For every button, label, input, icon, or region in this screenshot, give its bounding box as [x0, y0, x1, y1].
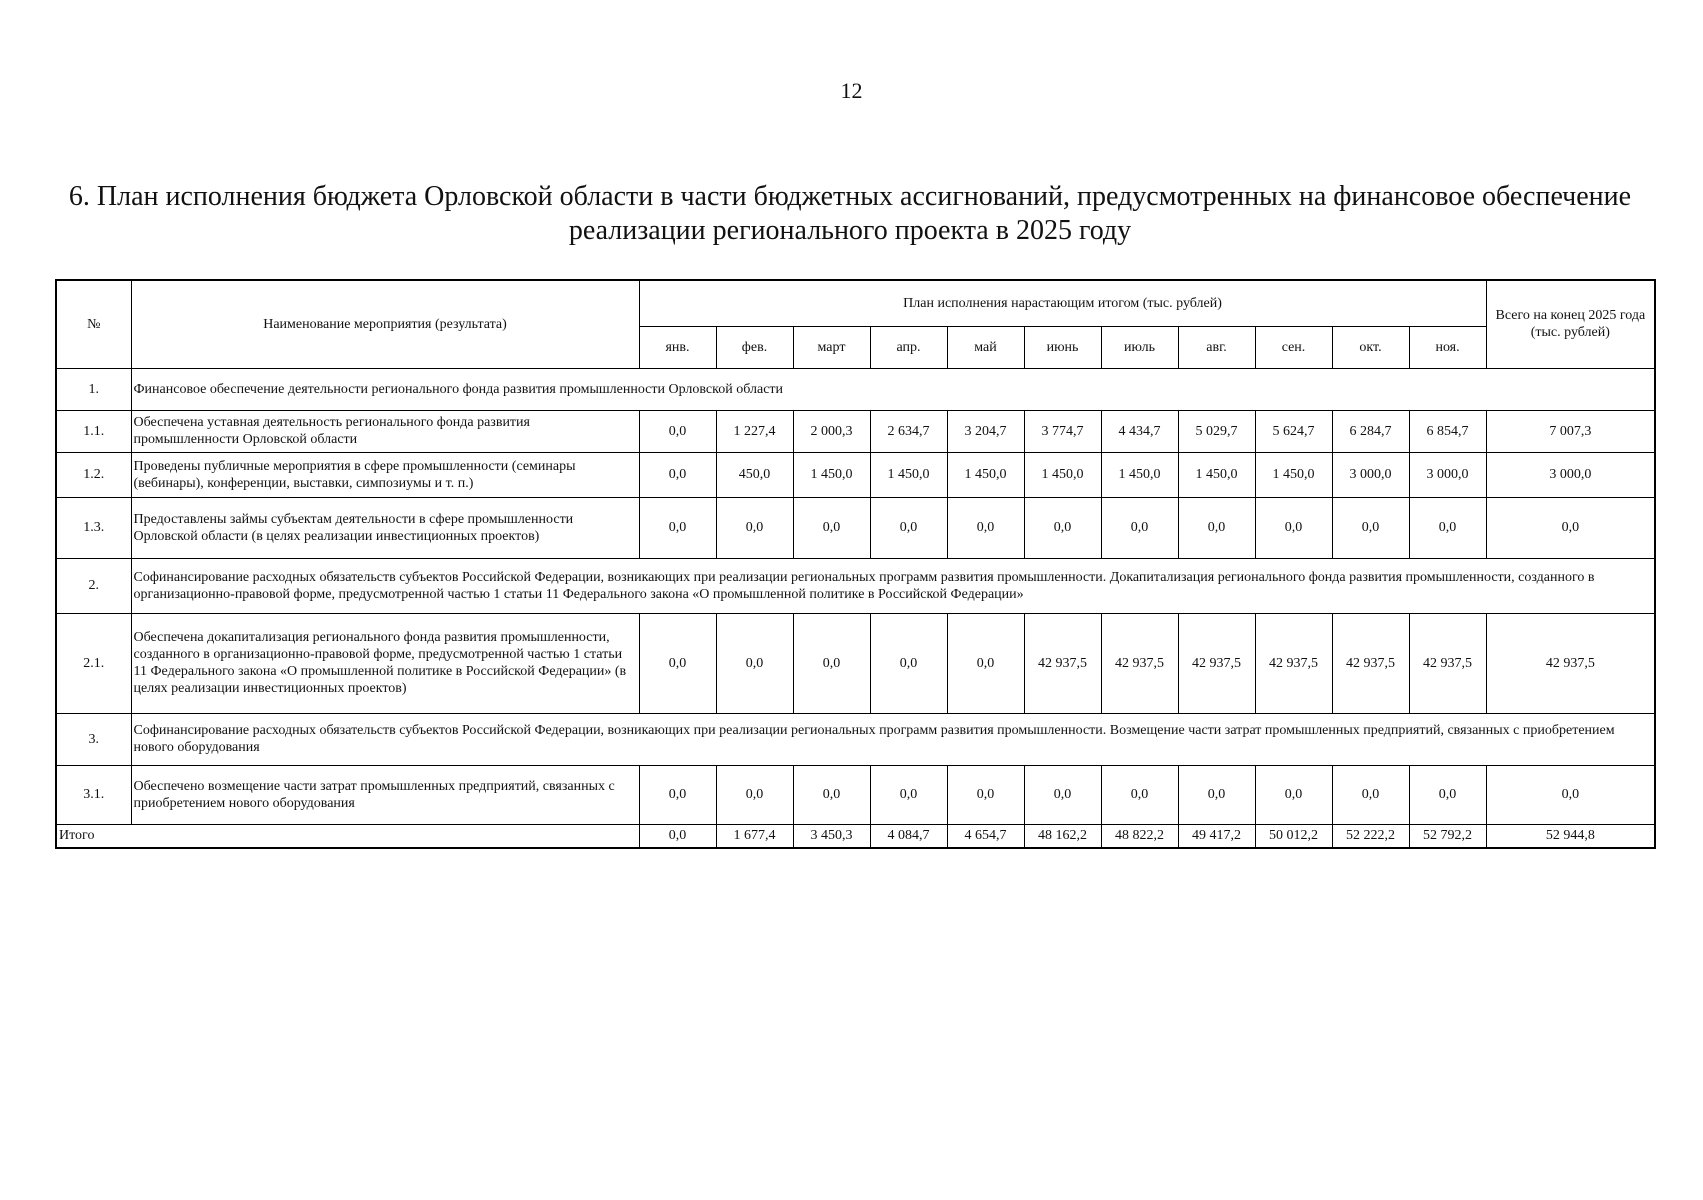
month-header: май [947, 326, 1024, 368]
header-activity-name: Наименование мероприятия (результата) [131, 280, 639, 368]
document-title-line-2: реализации регионального проекта в 2025 году [568, 215, 1132, 246]
month-value: 3 774,7 [1024, 410, 1101, 452]
month-value: 0,0 [947, 765, 1024, 824]
row-number: 1.2. [56, 452, 131, 497]
month-value: 0,0 [870, 497, 947, 558]
month-value: 1 450,0 [793, 452, 870, 497]
month-value: 42 937,5 [1409, 613, 1486, 713]
total-month-value: 50 012,2 [1255, 824, 1332, 848]
month-value: 42 937,5 [1024, 613, 1101, 713]
month-value: 1 450,0 [870, 452, 947, 497]
row-number: 2.1. [56, 613, 131, 713]
table-row [56, 613, 1655, 713]
row-total: 7 007,3 [1486, 410, 1655, 452]
month-value: 2 634,7 [870, 410, 947, 452]
month-value: 0,0 [716, 765, 793, 824]
month-value: 0,0 [870, 765, 947, 824]
row-total: 0,0 [1486, 765, 1655, 824]
header-total-2025: Всего на конец 2025 года (тыс. рублей) [1486, 280, 1655, 368]
row-number: 2. [56, 558, 131, 613]
month-value: 0,0 [639, 410, 716, 452]
month-value: 1 450,0 [1101, 452, 1178, 497]
month-value: 1 450,0 [947, 452, 1024, 497]
month-header: ноя. [1409, 326, 1486, 368]
month-value: 6 854,7 [1409, 410, 1486, 452]
month-value: 2 000,3 [793, 410, 870, 452]
table-total-row [56, 824, 1655, 848]
month-value: 0,0 [793, 613, 870, 713]
month-value: 0,0 [1332, 497, 1409, 558]
table-header-row [56, 280, 1655, 326]
activity-name: Предоставлены займы субъектам деятельности в сфере промышленности Орловской области (в целях реализации инвестиционных проектов) [131, 497, 639, 558]
month-value: 3 000,0 [1409, 452, 1486, 497]
month-value: 0,0 [947, 613, 1024, 713]
total-month-value: 52 222,2 [1332, 824, 1409, 848]
month-header: янв. [639, 326, 716, 368]
month-value: 3 000,0 [1332, 452, 1409, 497]
month-value: 450,0 [716, 452, 793, 497]
month-value: 0,0 [870, 613, 947, 713]
row-number: 3. [56, 713, 131, 765]
month-value: 0,0 [639, 765, 716, 824]
total-month-value: 0,0 [639, 824, 716, 848]
month-value: 5 029,7 [1178, 410, 1255, 452]
table-row [56, 452, 1655, 497]
row-total: 0,0 [1486, 497, 1655, 558]
month-value: 0,0 [1332, 765, 1409, 824]
total-month-value: 4 084,7 [870, 824, 947, 848]
section-name: Софинансирование расходных обязательств субъектов Российской Федерации, возникающих при реализации региональных программ развития промышленности. Докапитализация регионального фонда развития промышленности, созданного в организационно-правовой форме, предусмотренной частью 1 статьи 11 Федерального закона «О промышленной политике в Российской Федерации» [131, 558, 1655, 613]
month-value: 0,0 [1024, 765, 1101, 824]
month-value: 42 937,5 [1101, 613, 1178, 713]
month-header: авг. [1178, 326, 1255, 368]
header-plan-group: План исполнения нарастающим итогом (тыс. рублей) [639, 280, 1486, 326]
month-value: 0,0 [1178, 497, 1255, 558]
row-number: 1.1. [56, 410, 131, 452]
total-month-value: 48 822,2 [1101, 824, 1178, 848]
month-header: фев. [716, 326, 793, 368]
month-value: 0,0 [947, 497, 1024, 558]
grand-total: 52 944,8 [1486, 824, 1655, 848]
month-value: 1 450,0 [1178, 452, 1255, 497]
month-header: март [793, 326, 870, 368]
section-name: Финансовое обеспечение деятельности регионального фонда развития промышленности Орловской области [131, 368, 1655, 410]
table-row [56, 410, 1655, 452]
month-header: июнь [1024, 326, 1101, 368]
row-number: 3.1. [56, 765, 131, 824]
table-row-section [56, 713, 1655, 765]
month-value: 6 284,7 [1332, 410, 1409, 452]
table-row-section [56, 368, 1655, 410]
month-header: апр. [870, 326, 947, 368]
total-label: Итого [56, 824, 639, 848]
total-month-value: 3 450,3 [793, 824, 870, 848]
total-month-value: 48 162,2 [1024, 824, 1101, 848]
month-value: 0,0 [639, 452, 716, 497]
month-value: 4 434,7 [1101, 410, 1178, 452]
month-value: 0,0 [1255, 497, 1332, 558]
month-header: окт. [1332, 326, 1409, 368]
month-value: 0,0 [1101, 765, 1178, 824]
page-number: 12 [840, 78, 863, 103]
month-header: сен. [1255, 326, 1332, 368]
month-value: 1 450,0 [1255, 452, 1332, 497]
total-month-value: 4 654,7 [947, 824, 1024, 848]
table-row [56, 497, 1655, 558]
row-total: 3 000,0 [1486, 452, 1655, 497]
row-number: 1.3. [56, 497, 131, 558]
row-number: 1. [56, 368, 131, 410]
month-value: 1 227,4 [716, 410, 793, 452]
month-value: 42 937,5 [1178, 613, 1255, 713]
month-value: 42 937,5 [1255, 613, 1332, 713]
table-row-section [56, 558, 1655, 613]
activity-name: Проведены публичные мероприятия в сфере промышленности (семинары (вебинары), конференции, выставки, симпозиумы и т. п.) [131, 452, 639, 497]
month-value: 0,0 [716, 497, 793, 558]
section-name: Софинансирование расходных обязательств субъектов Российской Федерации, возникающих при реализации региональных программ развития промышленности. Возмещение части затрат промышленных предприятий, связанных с приобретением нового оборудования [131, 713, 1655, 765]
activity-name: Обеспечена уставная деятельность регионального фонда развития промышленности Орловской области [131, 410, 639, 452]
month-value: 0,0 [1409, 765, 1486, 824]
table-row [56, 765, 1655, 824]
month-value: 0,0 [793, 765, 870, 824]
month-value: 0,0 [793, 497, 870, 558]
activity-name: Обеспечена докапитализация регионального фонда развития промышленности, созданного в организационно-правовой форме, предусмотренной частью 1 статьи 11 Федерального закона «О промышленной политике в Российской Федерации» (в целях реализации инвестиционных проектов) [131, 613, 639, 713]
month-value: 0,0 [639, 497, 716, 558]
month-value: 0,0 [1024, 497, 1101, 558]
month-value: 0,0 [1255, 765, 1332, 824]
month-value: 0,0 [716, 613, 793, 713]
month-value: 5 624,7 [1255, 410, 1332, 452]
header-number: № [56, 280, 131, 368]
month-value: 3 204,7 [947, 410, 1024, 452]
month-value: 42 937,5 [1332, 613, 1409, 713]
total-month-value: 1 677,4 [716, 824, 793, 848]
total-month-value: 52 792,2 [1409, 824, 1486, 848]
row-total: 42 937,5 [1486, 613, 1655, 713]
document-title-line-1: 6. План исполнения бюджета Орловской области в части бюджетных ассигнований, предусмотренных на финансовое обеспечение [68, 181, 1632, 212]
total-month-value: 49 417,2 [1178, 824, 1255, 848]
month-value: 0,0 [1178, 765, 1255, 824]
budget-plan-table [55, 279, 1656, 849]
month-value: 0,0 [1101, 497, 1178, 558]
month-value: 0,0 [1409, 497, 1486, 558]
month-header: июль [1101, 326, 1178, 368]
activity-name: Обеспечено возмещение части затрат промышленных предприятий, связанных с приобретением нового оборудования [131, 765, 639, 824]
month-value: 1 450,0 [1024, 452, 1101, 497]
month-value: 0,0 [639, 613, 716, 713]
document-title [40, 180, 1660, 248]
